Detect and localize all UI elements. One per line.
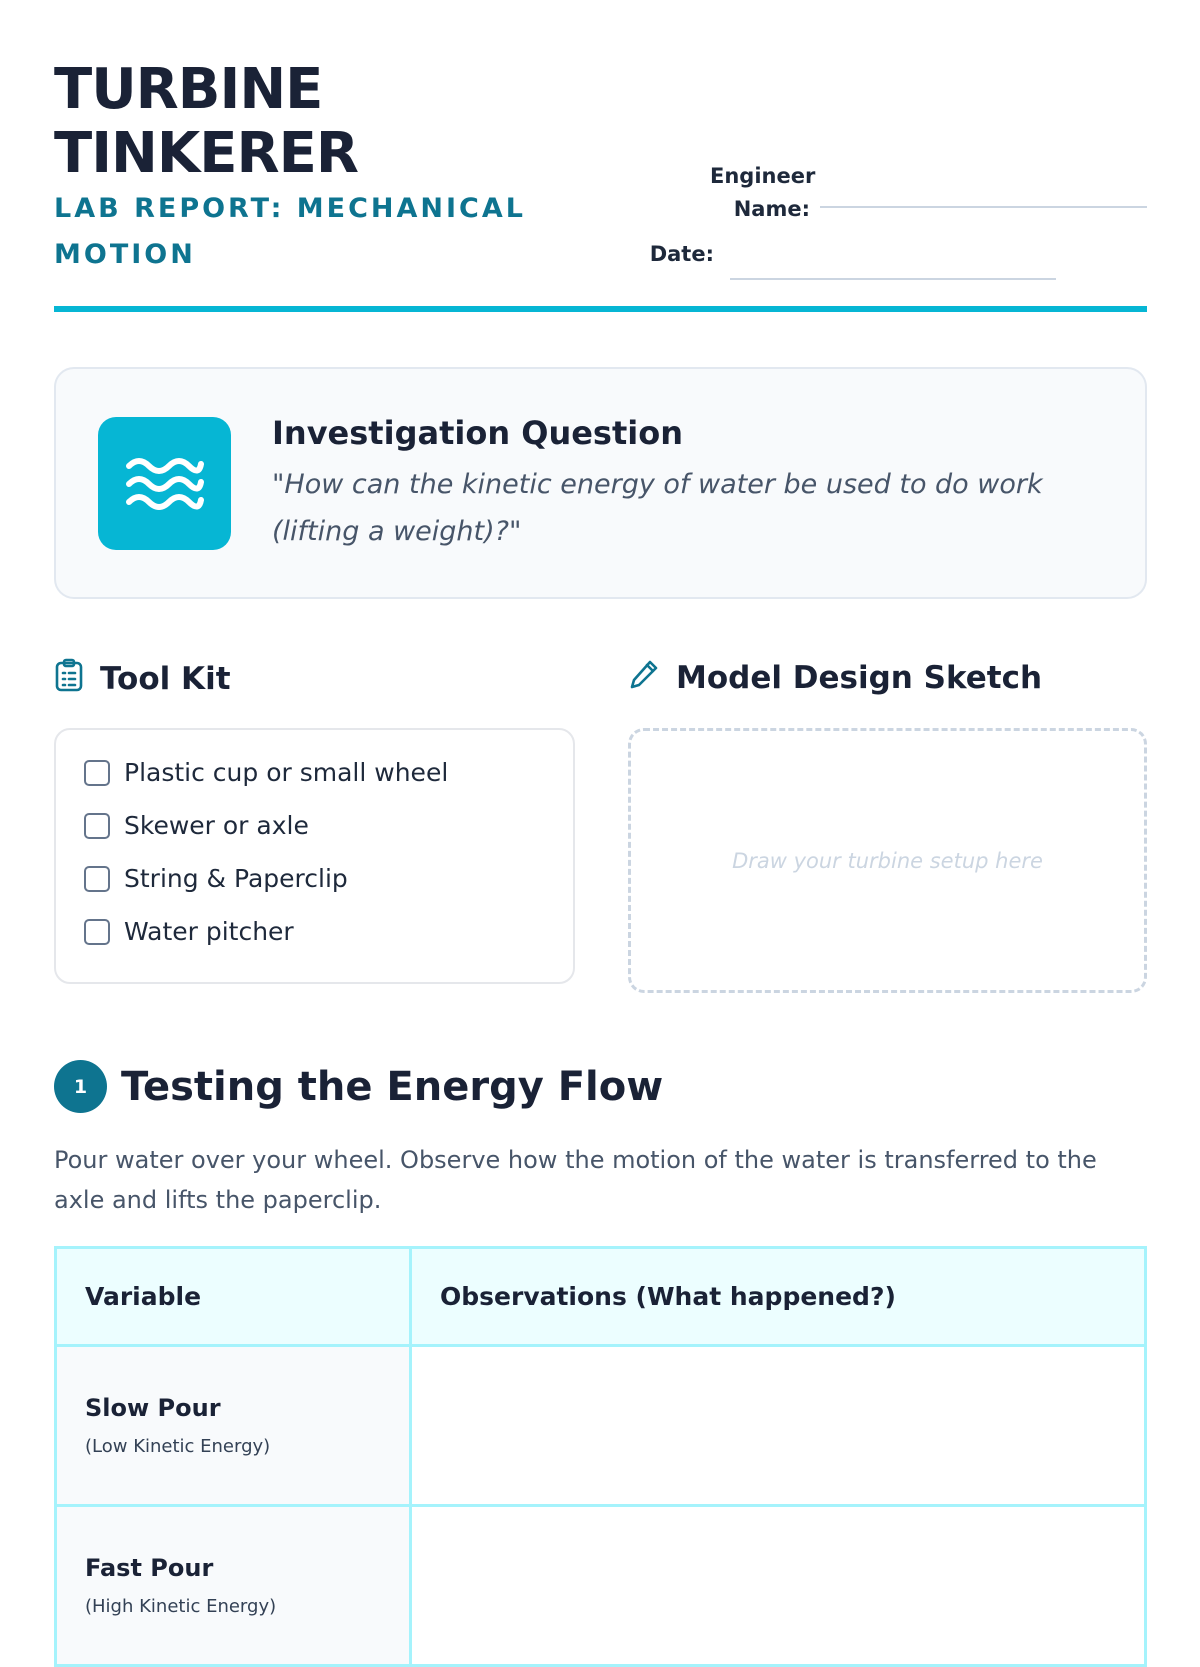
- toolkit-item-label: Skewer or axle: [124, 811, 309, 840]
- variable-name: Fast Pour: [85, 1554, 214, 1582]
- report-header: [54, 58, 1147, 318]
- observation-cell[interactable]: [411, 1346, 1146, 1506]
- sketch-heading: [628, 658, 1042, 698]
- date-label: Date:: [649, 242, 714, 266]
- observation-cell[interactable]: [411, 1506, 1146, 1666]
- toolkit-item[interactable]: [84, 758, 448, 787]
- toolkit-heading: [54, 658, 231, 700]
- observations-table: [54, 1246, 1147, 1667]
- engineer-name-field[interactable]: [820, 206, 1147, 208]
- date-field[interactable]: [730, 278, 1056, 280]
- page-subtitle: LAB REPORT: MECHANICAL MOTION: [54, 193, 526, 270]
- sketch-placeholder: Draw your turbine setup here: [732, 848, 1043, 873]
- engineer-name-label: Engineer Name:: [710, 164, 816, 221]
- page-title: TURBINE TINKERER: [54, 57, 359, 186]
- toolkit-item[interactable]: [84, 811, 309, 840]
- water-waves-icon: [98, 417, 231, 550]
- sketch-area[interactable]: [628, 728, 1147, 993]
- checkbox[interactable]: [84, 866, 110, 892]
- toolkit-title: Tool Kit: [100, 661, 231, 697]
- variable-cell: [56, 1506, 411, 1666]
- step-number-badge: 1: [54, 1060, 107, 1113]
- column-header-variable: Variable: [56, 1248, 411, 1346]
- toolkit-list: [54, 728, 575, 984]
- column-header-observations: Observations (What happened?): [411, 1248, 1146, 1346]
- clipboard-icon: [54, 658, 84, 700]
- step-1-heading: [54, 1060, 663, 1113]
- toolkit-item[interactable]: [84, 917, 294, 946]
- sketch-title: Model Design Sketch: [676, 660, 1043, 696]
- pencil-icon: [628, 658, 660, 698]
- header-divider: [54, 306, 1147, 312]
- toolkit-item-label: String & Paperclip: [124, 864, 348, 893]
- toolkit-item[interactable]: [84, 864, 348, 893]
- variable-cell: [56, 1346, 411, 1506]
- checkbox[interactable]: [84, 760, 110, 786]
- toolkit-item-label: Water pitcher: [124, 917, 294, 946]
- investigation-question-card: [54, 367, 1147, 599]
- question-text: "How can the kinetic energy of water be used to do work (lifting a weight)?": [272, 469, 1043, 547]
- variable-note: (Low Kinetic Energy): [85, 1436, 271, 1457]
- table-header-row: [56, 1248, 1146, 1346]
- toolkit-item-label: Plastic cup or small wheel: [124, 758, 449, 787]
- checkbox[interactable]: [84, 919, 110, 945]
- step-description: Pour water over your wheel. Observe how the motion of the water is transferred to the axle and lifts the paperclip.: [54, 1146, 1097, 1214]
- checkbox[interactable]: [84, 813, 110, 839]
- table-row: [56, 1346, 1146, 1506]
- step-title: Testing the Energy Flow: [121, 1063, 664, 1110]
- variable-name: Slow Pour: [85, 1394, 221, 1422]
- table-row: [56, 1506, 1146, 1666]
- question-title: Investigation Question: [272, 414, 683, 452]
- variable-note: (High Kinetic Energy): [85, 1596, 277, 1617]
